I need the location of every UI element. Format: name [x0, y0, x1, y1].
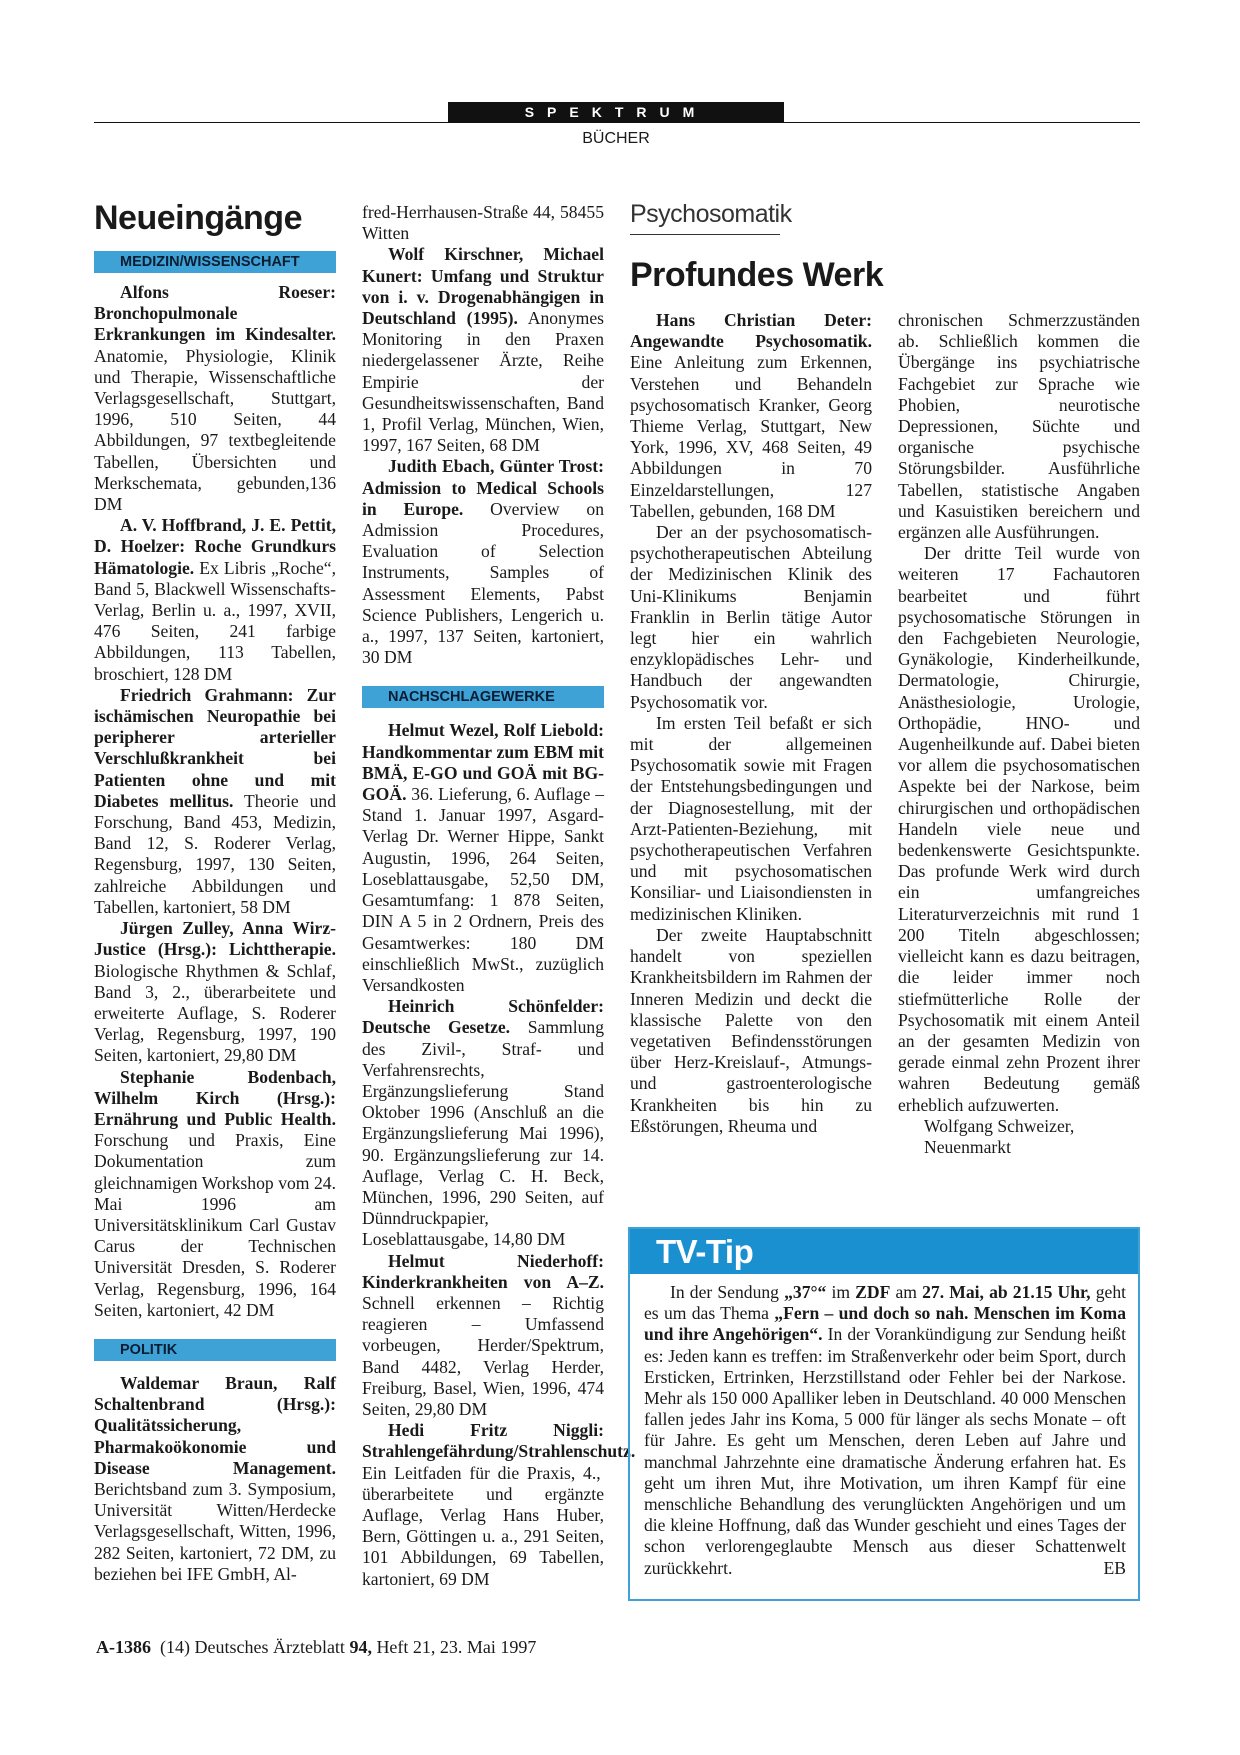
book-entry: Judith Ebach, Günter Trost: Admission to Medical Schools in Europe. Overview on Admission Procedures, Evaluation of Selection Instruments, Samples of Assessment Elements, Pabst Science Publishers, Lengerich u. a., 1997, 137 Seiten, kartoniert, 30 DM — [362, 456, 604, 668]
article-paragraph: Der zweite Hauptabschnitt handelt von speziellen Krankheitsbildern im Rahmen der Inneren Medizin und deckt die klassische Palette von den vegetativen Befindensstörungen über Herz-Kreislauf-, Atmungs- und gastroenterologische Krankheiten bis hin zu Eßstörungen, Rheuma und — [630, 924, 872, 1136]
section-label-nachschlagewerke: NACHSCHLAGEWERKE — [362, 686, 604, 708]
header-rule — [94, 122, 1140, 123]
book-entry: Alfons Roeser: Bronchopulmonale Erkrankungen im Kindesalter. Anatomie, Physiologie, Klinik und Therapie, Wissenschaftliche Verlagsgesellschaft, Stuttgart, 1996, 510 Seiten, 44 Abbildungen, 97 textbegleitende Tabellen, Übersichten und Merkschemata, gebunden,136 DM — [94, 282, 336, 515]
tv-tip-body — [630, 1274, 1138, 1579]
book-entry: A. V. Hoffbrand, J. E. Pettit, D. Hoelzer: Roche Grundkurs Hämatologie. Ex Libris „Roche“, Band 5, Blackwell Wissenschafts-Verlag, Berlin u. a., 1997, XVII, 476 Seiten, 241 farbige Abbildungen, 113 Tabellen, broschiert, 128 DM — [94, 515, 336, 684]
article-paragraph: Im ersten Teil befaßt er sich mit der allgemeinen Psychosomatik sowie mit Fragen der Entstehungsbedingungen und der Diagnosestellung, mit der Arzt-Patienten-Beziehung, mit psychotherapeutischen Verfahren und mit psychosomatischen Konsiliar- und Liaisondiensten in medizinischen Kliniken. — [630, 712, 872, 924]
article-paragraph: Der an der psychosomatisch-psychotherapeutischen Abteilung der Medizinischen Klinik des Uni-Klinikums Benjamin Franklin in Berlin tätige Autor legt hier ein wahrlich enzyklopädisches Lehr- und Handbuch der angewandten Psychosomatik vor. — [630, 522, 872, 712]
article-author-place: Neuenmarkt — [924, 1136, 1011, 1157]
article-kicker: Psychosomatik — [630, 200, 792, 228]
tv-tip-text: In der Sendung „37°“ im ZDF am 27. Mai, ab 21.15 Uhr, geht es um das Thema „Fern – und doch so nah. Menschen im Koma und ihre Angehörigen“. In der Vorankündigung zur Sendung heißt es: Jeden kann es treffen: im Straßenverkehr oder beim Sport, durch Ersticken, Ertrinken, Herzstillstand oder Fehler bei der Narkose. Mehr als 150 000 Apalliker leben in Deutschland. 40 000 Menschen fallen jedes Jahr ins Koma, 5 000 für länger als sechs Monate – oft für Jahre. Es geht um Menschen, deren Leben auf Jahre und manchmal Jahrzehnte eine dramatische Änderung erfahren hat. Es geht um ihren Mut, ihre Motivation, um ihren Kampf für eine menschliche Behandlung des verunglückten Angehörigen und um die kleine Hoffnung, daß das Wunder geschieht und eines Tages der schon verlorengeglaubte Mensch aus dieser Schattenwelt zurückkehrt. EB — [644, 1282, 1126, 1578]
column-1 — [94, 198, 336, 1585]
book-entry: Wolf Kirschner, Michael Kunert: Umfang und Struktur von i. v. Drogenabhängigen in Deutschland (1995). Anonymes Monitoring in den Praxen niedergelassener Ärzte, Reihe Empirie der Gesundheitswissenschaften, Band 1, Profil Verlag, München, Wien, 1997, 167 Seiten, 68 DM — [362, 244, 604, 456]
book-entry: Heinrich Schönfelder: Deutsche Gesetze. Sammlung des Zivil-, Straf- und Verfahrensrechts, Ergänzungslieferung Stand Oktober 1996 (Anschluß an die Ergänzungslieferung Mai 1996), 90. Ergänzungslieferung zur 14. Auflage, Verlag C. H. Beck, München, 1996, 290 Seiten, auf Dünndruckpapier, Loseblattausgabe, 14,80 DM — [362, 996, 604, 1250]
book-entry: Helmut Wezel, Rolf Liebold: Handkommentar zum EBM mit BMÄ, E-GO und GOÄ mit BG-GOÄ. 36. Lieferung, 6. Auflage – Stand 1. Januar 1997, Asgard-Verlag Dr. Werner Hippe, Sankt Augustin, 1996, 264 Seiten, Loseblattausgabe, 52,50 DM, Gesamtumfang: 1 878 Seiten, DIN A 5 in 2 Ordnern, Preis des Gesamtwerkes: 180 DM einschließlich MwSt., zuzüglich Versandkosten — [362, 720, 604, 995]
article-paragraph: chronischen Schmerzzuständen ab. Schließlich kommen die Übergänge ins psychiatrische Fachgebiet zur Sprache wie Phobien, neurotische Depressionen, Süchte und organische psychische Störungsbilder. Ausführliche Tabellen, statistische Angaben und Kasuistiken bereichern und ergänzen alle Ausführungen. — [898, 310, 1140, 543]
kicker-rule — [630, 234, 780, 235]
book-entry: Helmut Niederhoff: Kinderkrankheiten von A–Z. Schnell erkennen – Richtig reagieren – Umfassend vorbeugen, Herder/Spektrum, Band 4482, Verlag Herder, Freiburg, Basel, Wien, 1996, 474 Seiten, 29,80 DM — [362, 1250, 604, 1419]
article-title: Profundes Werk — [630, 256, 884, 294]
article-column-3 — [630, 310, 872, 1137]
book-entry: Jürgen Zulley, Anna Wirz-Justice (Hrsg.): Lichttherapie. Biologische Rhythmen & Schlaf, Band 3, 2., überarbeitete und erweiterte Auflage, S. Roderer Verlag, Regensburg, 1997, 190 Seiten, kartoniert, 29,80 DM — [94, 918, 336, 1066]
tv-tip-signature: EB — [1103, 1557, 1126, 1578]
book-entry: Friedrich Grahmann: Zur ischämischen Neuropathie bei peripherer arterieller Verschlußkrankheit bei Patienten ohne und mit Diabetes mellitus. Theorie und Forschung, Band 453, Medizin, Band 12, S. Roderer Verlag, Regensburg, 1997, 130 Seiten, zahlreiche Abbildungen und Tabellen, kartoniert, 58 DM — [94, 684, 336, 917]
entry-continuation: fred-Herrhausen-Straße 44, 58455 Witten — [362, 202, 604, 244]
book-entry: Hedi Fritz Niggli: Strahlengefährdung/Strahlenschutz. Ein Leitfaden für die Praxis, 4., überarbeitete und ergänzte Auflage, Verlag Hans Huber, Bern, Göttingen u. a., 291 Seiten, 101 Abbildungen, 69 Tabellen, kartoniert, 69 DM — [362, 1420, 636, 1589]
tv-tip-box — [628, 1227, 1140, 1601]
page-title: Neueingänge — [94, 199, 302, 237]
article-paragraph: Hans Christian Deter: Angewandte Psychosomatik. Eine Anleitung zum Erkennen, Verstehen und Behandeln psychosomatisch Kranker, Georg Thieme Verlag, Stuttgart, New York, 1996, XV, 468 Seiten, 49 Abbildungen in 70 Einzeldarstellungen, 127 Tabellen, gebunden, 168 DM — [630, 310, 872, 521]
subsection-label: BÜCHER — [582, 130, 650, 147]
volume-number: 94, — [349, 1637, 372, 1657]
article-author: Wolfgang Schweizer, — [924, 1115, 1075, 1136]
section-label-medizin: MEDIZIN/WISSENSCHAFT — [94, 251, 336, 273]
column-2 — [362, 202, 636, 1590]
tv-tip-title: TV-Tip — [630, 1229, 1138, 1274]
article-column-4 — [898, 310, 1140, 1158]
book-entry: Waldemar Braun, Ralf Schaltenbrand (Hrsg.): Qualitätssicherung, Pharmakoökonomie und Disease Management. Berichtsband zum 3. Symposium, Universität Witten/Herdecke Verlagsgesellschaft, Witten, 1996, 282 Seiten, kartoniert, 72 DM, zu beziehen bei IFE GmbH, Al- — [94, 1372, 336, 1584]
book-entry: Stephanie Bodenbach, Wilhelm Kirch (Hrsg.): Ernährung und Public Health. Forschung und Praxis, Eine Dokumentation zum gleichnamigen Workshop vom 24. Mai 1996 am Universitätsklinikum Carl Gustav Carus der Technischen Universität Dresden, S. Roderer Verlag, Regensburg, 1996, 164 Seiten, kartoniert, 42 DM — [94, 1066, 336, 1320]
page-footer: A-1386 (14) Deutsches Ärzteblatt 94, Heft 21, 23. Mai 1997 — [96, 1637, 537, 1657]
section-header: SPEKTRUM — [448, 102, 784, 123]
section-label-politik: POLITIK — [94, 1339, 336, 1361]
page-number: A-1386 — [96, 1637, 151, 1657]
article-paragraph: Der dritte Teil wurde von weiteren 17 Fachautoren bearbeitet und führt psychosomatische Störungen in den Fachgebieten Neurologie, Gynäkologie, Kinderheilkunde, Dermatologie, Chirurgie, Anästhesiologie, Urologie, Orthopädie, HNO- und Augenheilkunde auf. Dabei bieten vor allem die psychosomatischen Aspekte bei der Narkose, beim chirurgischen und orthopädischen Handeln viele neue und bedenkenswerte Gesichtspunkte. Das profunde Werk wird durch ein umfangreiches Literaturverzeichnis mit rund 1 200 Titeln abgeschlossen; vielleicht kann es dazu beitragen, die leider immer noch stiefmütterliche Rolle der Psychosomatik mit einem Anteil an der gesamten Medizin von gerade einmal zehn Prozent ihrer wahren Bedeutung gemäß erheblich aufzuwerten. — [898, 543, 1140, 1115]
